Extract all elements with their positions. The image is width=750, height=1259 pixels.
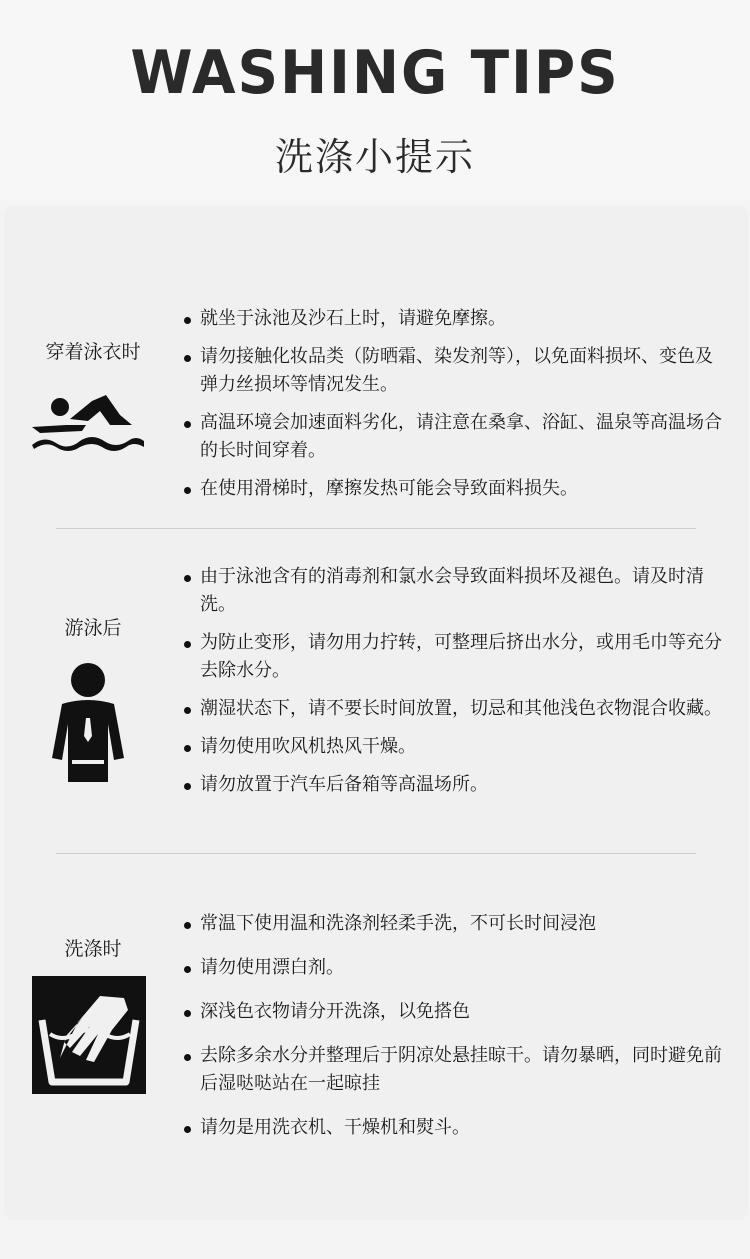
list-item: 去除多余水分并整理后于阴凉处悬挂晾干。请勿暴晒，同时避免前后湿哒哒站在一起晾挂 <box>180 1042 728 1098</box>
swimmer-icon <box>30 385 146 459</box>
list-item: 请勿接触化妆品类（防晒霜、染发剂等），以免面料损坏、变色及弹力丝损坏等情况发生。 <box>180 343 728 399</box>
list-item: 在使用滑梯时，摩擦发热可能会导致面料损失。 <box>180 475 728 503</box>
section-divider <box>56 853 696 854</box>
section-divider <box>56 528 696 529</box>
list-item: 常温下使用温和洗涤剂轻柔手洗，不可长时间浸泡 <box>180 910 728 938</box>
list-item: 潮湿状态下，请不要长时间放置，切忌和其他浅色衣物混合收藏。 <box>180 695 728 723</box>
title-english: WASHING TIPS <box>130 38 620 108</box>
list-item: 由于泳池含有的消毒剂和氯水会导致面料损坏及褪色。请及时清洗。 <box>180 563 728 619</box>
section-title: 洗涤时 <box>64 938 122 960</box>
list-item: 请勿使用漂白剂。 <box>180 954 728 982</box>
list-item: 深浅色衣物请分开洗涤，以免搭色 <box>180 998 728 1026</box>
tips-list <box>180 910 728 1142</box>
section-title: 游泳后 <box>64 617 122 639</box>
page-header <box>0 0 750 200</box>
list-item: 高温环境会加速面料劣化，请注意在桑拿、浴缸、温泉等高温场合的长时间穿着。 <box>180 409 728 465</box>
tips-list <box>180 305 728 503</box>
list-item: 请勿是用洗衣机、干燥机和熨斗。 <box>180 1114 728 1142</box>
list-item: 请勿放置于汽车后备箱等高温场所。 <box>180 771 728 799</box>
hand-wash-icon <box>32 976 146 1098</box>
list-item: 就坐于泳池及沙石上时，请避免摩擦。 <box>180 305 728 333</box>
list-item: 为防止变形，请勿用力拧转，可整理后挤出水分，或用毛巾等充分去除水分。 <box>180 629 728 685</box>
section-title: 穿着泳衣时 <box>45 341 141 363</box>
person-swimsuit-icon <box>50 662 126 788</box>
tips-list <box>180 563 728 799</box>
title-chinese: 洗涤小提示 <box>274 135 475 179</box>
list-item: 请勿使用吹风机热风干燥。 <box>180 733 728 761</box>
